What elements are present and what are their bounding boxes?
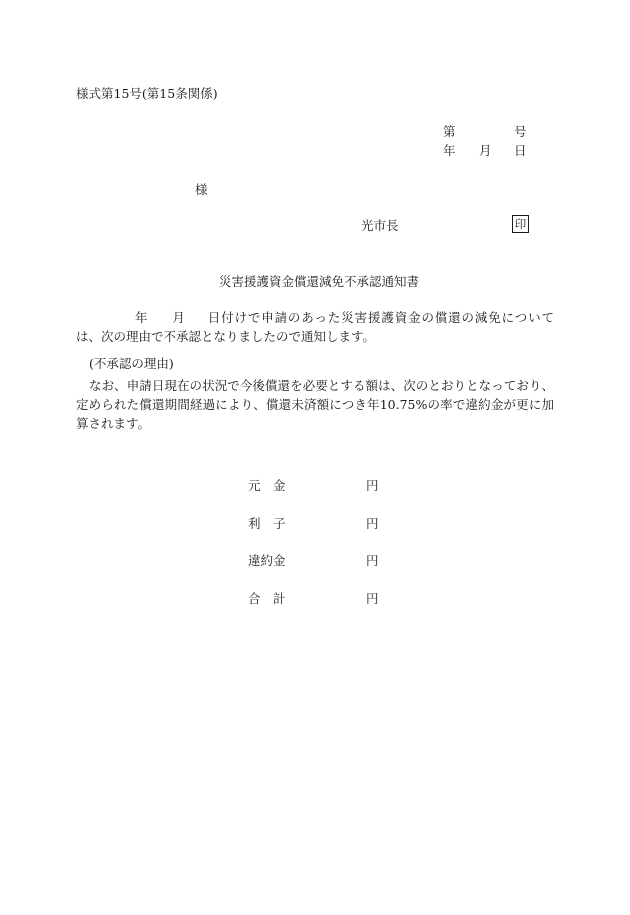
amount-unit: 円 [366,591,379,606]
issue-date-day: 日 [514,143,527,158]
issuer-name: 光市長 [361,218,399,233]
amount-label: 元 金 [248,478,286,493]
body-paragraph-1 [76,308,554,346]
amount-unit: 円 [366,553,379,568]
reason-heading: (不承認の理由) [89,356,174,371]
body-paragraph-1-text: 日付けで申請のあった災害援護資金の償還の減免については、次の理由で不承認となりましたので通知します。 [76,310,554,344]
issue-date-year: 年 [443,143,456,158]
amount-unit: 円 [366,478,379,493]
body-paragraph-2: なお、申請日現在の状況で今後償還を必要とする額は、次のとおりとなっており、定められた償還期間経過により、償還未済額につき年10.75%の率で違約金が更に加算されます。 [76,378,554,431]
reference-number-prefix: 第 [443,124,456,139]
amount-unit: 円 [366,516,379,531]
document-title: 災害援護資金償還減免不承認通知書 [219,274,420,289]
body-date-year: 年 [135,310,149,325]
seal-stamp: 印 [512,215,529,233]
form-id: 様式第15号(第15条関係) [76,86,218,101]
amount-label: 合 計 [248,591,286,606]
body-date-month: 月 [172,310,186,325]
issue-date-month: 月 [479,143,492,158]
amount-label: 利 子 [248,516,286,531]
reference-number-suffix: 号 [514,124,527,139]
amount-label: 違約金 [248,553,286,568]
addressee-suffix: 様 [195,182,208,197]
